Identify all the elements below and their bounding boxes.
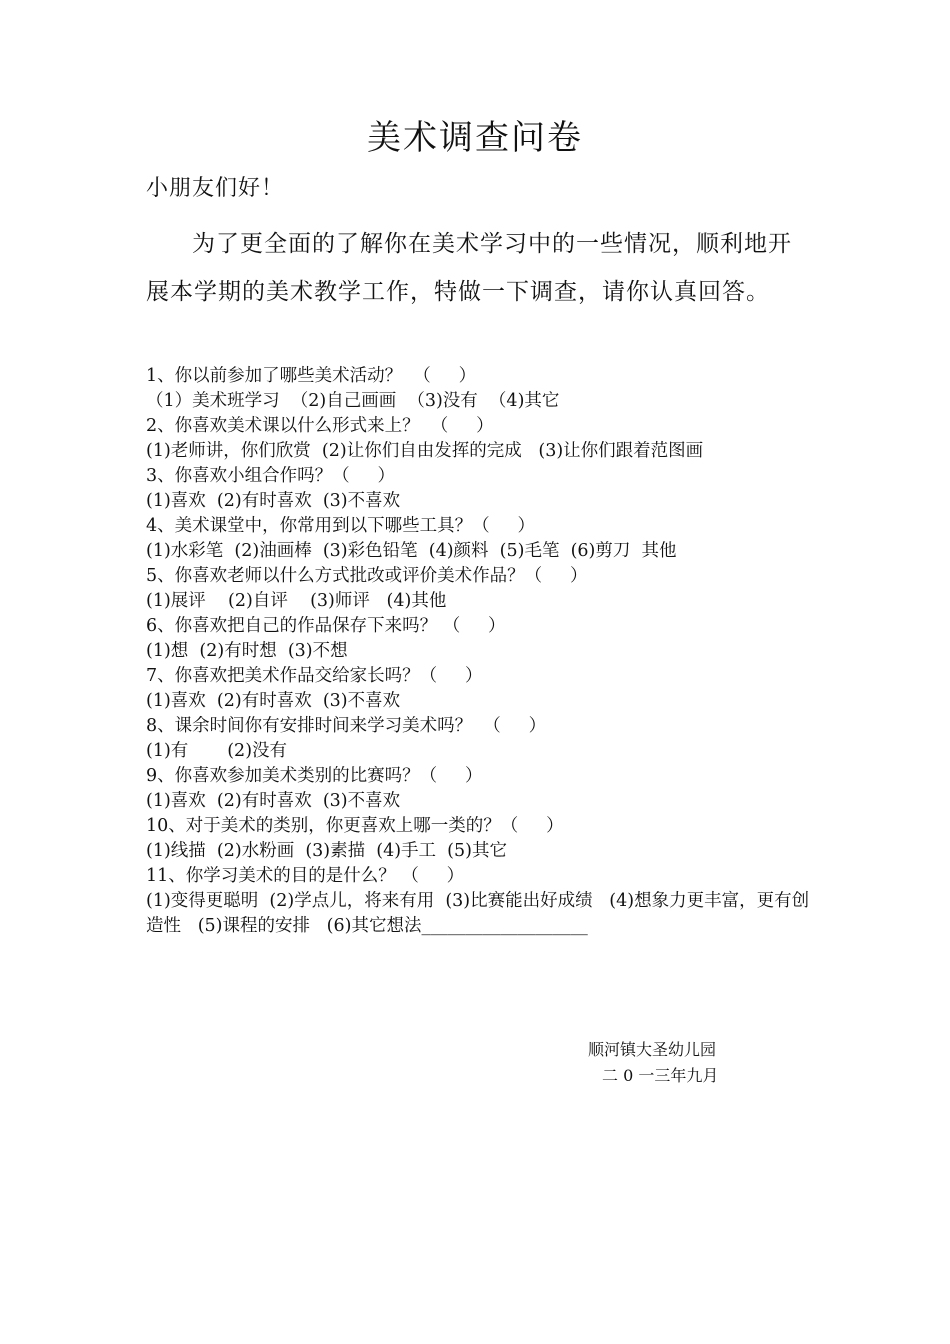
question-3: 3、你喜欢小组合作吗？（ ） (146, 466, 395, 486)
options-8: (1)有 (2)没有 (146, 741, 288, 761)
question-10: 10、对于美术的类别，你更喜欢上哪一类的？（ ） (146, 816, 564, 836)
page-title: 美术调查问卷 (367, 118, 583, 158)
options-3: (1)喜欢 (2)有时喜欢 (3)不喜欢 (146, 491, 401, 511)
options-7: (1)喜欢 (2)有时喜欢 (3)不喜欢 (146, 691, 401, 711)
question-list (146, 364, 816, 939)
question-8: 8、课余时间你有安排时间来学习美术吗？ （ ） (146, 716, 547, 736)
options-11: (1)变得更聪明 (2)学点儿，将来有用 (3)比赛能出好成绩 (4)想象力更丰富，更有创造性 (5)课程的安排 (6)其它想法___________________ (146, 891, 810, 936)
question-5: 5、你喜欢老师以什么方式批改或评价美术作品？（ ） (146, 566, 588, 586)
options-4: (1)水彩笔 (2)油画棒 (3)彩色铅笔 (4)颜料 (5)毛笔 (6)剪刀 其他 (146, 541, 677, 561)
options-10: (1)线描 (2)水粉画 (3)素描 (4)手工 (5)其它 (146, 841, 507, 861)
organization-name: 顺河镇大圣幼儿园 (588, 1040, 717, 1059)
question-1: 1、你以前参加了哪些美术活动？ （ ） (146, 366, 477, 386)
options-5: (1)展评 (2)自评 (3)师评 (4)其他 (146, 591, 447, 611)
question-2: 2、你喜欢美术课以什么形式来上？ （ ） (146, 416, 494, 436)
question-11: 11、你学习美术的目的是什么？ （ ） (146, 866, 465, 886)
question-6: 6、你喜欢把自己的作品保存下来吗？ （ ） (146, 616, 506, 636)
question-7: 7、你喜欢把美术作品交给家长吗？（ ） (146, 666, 483, 686)
options-9: (1)喜欢 (2)有时喜欢 (3)不喜欢 (146, 791, 401, 811)
options-6: (1)想 (2)有时想 (3)不想 (146, 641, 348, 661)
greeting: 小朋友们好！ (146, 176, 285, 201)
signature-block (560, 1037, 760, 1089)
options-2: (1)老师讲，你们欣赏 (2)让你们自由发挥的完成 (3)让你们跟着范图画 (146, 441, 704, 461)
question-9: 9、你喜欢参加美术类别的比赛吗？（ ） (146, 766, 483, 786)
document-date: 二 0 一三年九月 (602, 1066, 719, 1085)
question-4: 4、美术课堂中，你常用到以下哪些工具？（ ） (146, 516, 535, 536)
options-1: （1）美术班学习 （2)自己画画 （3)没有 （4)其它 (146, 391, 560, 411)
intro-paragraph: 为了更全面的了解你在美术学习中的一些情况，顺利地开展本学期的美术教学工作，特做一下调查，请你认真回答。 (146, 231, 792, 305)
